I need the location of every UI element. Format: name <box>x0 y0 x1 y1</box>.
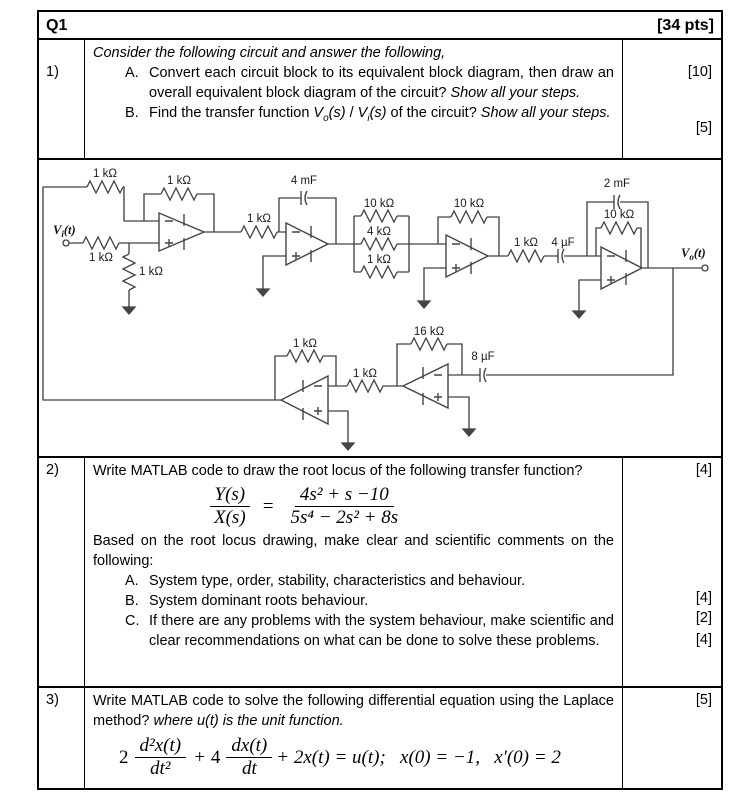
q2-item-b: B. System dominant roots behaviour. <box>125 593 369 609</box>
q1-number: 1) <box>39 40 85 158</box>
resistor-vi-input <box>83 237 119 249</box>
q3-points: [5] <box>695 692 712 708</box>
label-r-oa1-feedback: 1 kΩ <box>167 175 191 187</box>
q1-a-points: [10] <box>687 64 712 80</box>
row-circuit <box>39 158 721 456</box>
q1-intro: Consider the following circuit and answer the following, <box>93 45 446 61</box>
vi-label: $V_i(t)$ <box>53 223 76 239</box>
label-r-stage34: 1 kΩ <box>514 237 538 249</box>
q1-item-b-post: of the circuit? <box>386 105 481 121</box>
eq2-lhs-num: Y(s) <box>210 484 251 507</box>
label-r-stage56: 1 kΩ <box>353 368 377 380</box>
eq3-f2-num: dx(t) <box>226 735 272 758</box>
resistor-oa6-feedback <box>287 350 323 362</box>
resistor-oa5-feedback <box>411 338 447 350</box>
eq3-f1-num: d²x(t) <box>135 735 187 758</box>
q1-item-b: B. Find the transfer function $V_o(s) / V_i(s)$ of the circuit? Show all your steps. <box>125 103 614 129</box>
q2-question: Write MATLAB code to draw the root locus of the following transfer function? <box>93 463 583 479</box>
q3-equation <box>117 735 614 780</box>
row-q1 <box>39 38 721 158</box>
capacitor-4mF <box>301 191 307 205</box>
q3-question: Write MATLAB code to solve the following differential equation using the Laplace method? where u(t) is the unit function. <box>93 693 614 729</box>
q2-equation <box>205 484 614 529</box>
opamp-6 <box>281 376 328 424</box>
vi-terminal <box>63 240 69 246</box>
question-title: Q1 <box>46 16 68 34</box>
capacitor-8uF <box>480 368 486 382</box>
capacitor-2mF <box>614 195 620 209</box>
vo-label: $V_o(t)$ <box>681 246 706 262</box>
resistor-oa3-feedback <box>451 211 487 223</box>
label-c-4uF: 4 µF <box>551 237 575 249</box>
q2-b-points: [2] <box>695 610 712 626</box>
q1-item-a-label: A. <box>125 65 139 81</box>
label-r-oa6-feedback: 1 kΩ <box>293 338 317 350</box>
q2-a-points: [4] <box>695 590 712 606</box>
q1-item-a <box>125 63 614 103</box>
row-q3 <box>39 686 721 788</box>
label-r-top-feedback: 1 kΩ <box>93 168 117 180</box>
q3-number: 3) <box>39 688 85 788</box>
q1-item-a-text: Convert each circuit block to its equivalent block diagram, then draw an overall equivalent block diagram of the circuit? <box>149 65 614 101</box>
opamp-5 <box>403 364 448 408</box>
label-r-stage12: 1 kΩ <box>247 213 271 225</box>
label-r-parallel-10k: 10 kΩ <box>363 198 395 210</box>
eq2-rhs-num: 4s² + s −10 <box>295 484 394 507</box>
eq3-f2-den: dt <box>241 758 257 779</box>
eq2-lhs-den: X(s) <box>214 507 246 528</box>
q2-mid-text: Based on the root locus drawing, make clear and scientific comments on the following: <box>93 533 614 569</box>
q2-number: 2) <box>39 458 85 686</box>
q1-item-b-italic: Show all your steps. <box>480 105 611 121</box>
q3-text-cell <box>85 688 623 788</box>
q3-points-cell <box>623 688 721 788</box>
capacitor-4uF <box>558 249 564 263</box>
vo-terminal <box>702 265 708 271</box>
resistor-parallel-1k <box>361 266 397 278</box>
resistor-oa4-feedback <box>601 222 637 234</box>
vo-s-symbol: $V_o(s)$ <box>313 105 346 124</box>
row-q2 <box>39 456 721 686</box>
label-r-parallel-4k: 4 kΩ <box>367 226 391 238</box>
q1-points-cell <box>623 40 721 158</box>
opamp-4 <box>601 247 642 289</box>
resistor-stage12 <box>241 226 277 238</box>
ground-symbols <box>123 280 585 450</box>
table-header <box>39 12 721 38</box>
resistor-parallel-4k <box>361 238 397 250</box>
circuit-schematic <box>39 160 721 456</box>
eq3-coef2: 4 <box>210 746 221 768</box>
q1-item-a-italic: Show all your steps. <box>450 85 581 101</box>
resistor-stage56 <box>347 380 383 392</box>
label-c-2mF: 2 mF <box>603 178 631 190</box>
label-r-oa5-feedback: 16 kΩ <box>413 326 445 338</box>
label-r-oa3-feedback: 10 kΩ <box>453 198 485 210</box>
q2-text-cell <box>85 458 623 686</box>
resistor-top-feedback <box>87 181 123 193</box>
label-c-4mF: 4 mF <box>290 175 318 187</box>
label-r-vi-input: 1 kΩ <box>89 252 113 264</box>
resistor-stage34 <box>508 250 544 262</box>
q2-item-c: C. If there are any problems with the system behaviour, make scientific and clear recommendations on what can be done to solve these problems. <box>125 613 614 649</box>
q1-item-b-label: B. <box>125 105 139 121</box>
eq2-equals: = <box>261 495 275 517</box>
q3-question-italic: where u(t) is the unit function. <box>153 713 344 729</box>
eq3-tail: + 2x(t) = u(t); x(0) = −1, x′(0) = 2 <box>276 746 561 768</box>
q1-text-cell <box>85 40 623 158</box>
eq3-f1-den: dt² <box>150 758 171 779</box>
label-r-vi-ground: 1 kΩ <box>139 266 163 278</box>
label-r-parallel-1k: 1 kΩ <box>367 254 391 266</box>
capacitors <box>301 191 620 382</box>
label-r-oa4-feedback: 10 kΩ <box>603 209 635 221</box>
q1-b-points: [5] <box>695 120 712 136</box>
q2-c-points: [4] <box>695 632 712 648</box>
eq3-plus: + <box>193 746 206 768</box>
q1-item-b-pre: Find the transfer function <box>149 105 314 121</box>
eq2-rhs-den: 5s⁴ − 2s² + 8s <box>290 507 399 528</box>
resistor-parallel-10k <box>361 210 397 222</box>
label-c-8uF: 8 µF <box>471 351 495 363</box>
resistor-oa1-feedback <box>161 188 197 200</box>
question-table <box>37 10 723 790</box>
opamp-1 <box>159 213 204 251</box>
eq3-coef1: 2 <box>119 746 129 768</box>
q2-main-points: [4] <box>695 462 712 478</box>
opamp-3 <box>446 235 488 277</box>
opamp-2 <box>286 223 328 265</box>
q2-item-a: A. System type, order, stability, characteristics and behaviour. <box>125 573 526 589</box>
total-points: [34 pts] <box>657 16 714 34</box>
resistor-vi-ground <box>123 254 135 290</box>
vi-s-symbol: $V_i(s)$ <box>357 105 387 124</box>
resistors <box>83 181 637 392</box>
q2-points-cell <box>623 458 721 686</box>
